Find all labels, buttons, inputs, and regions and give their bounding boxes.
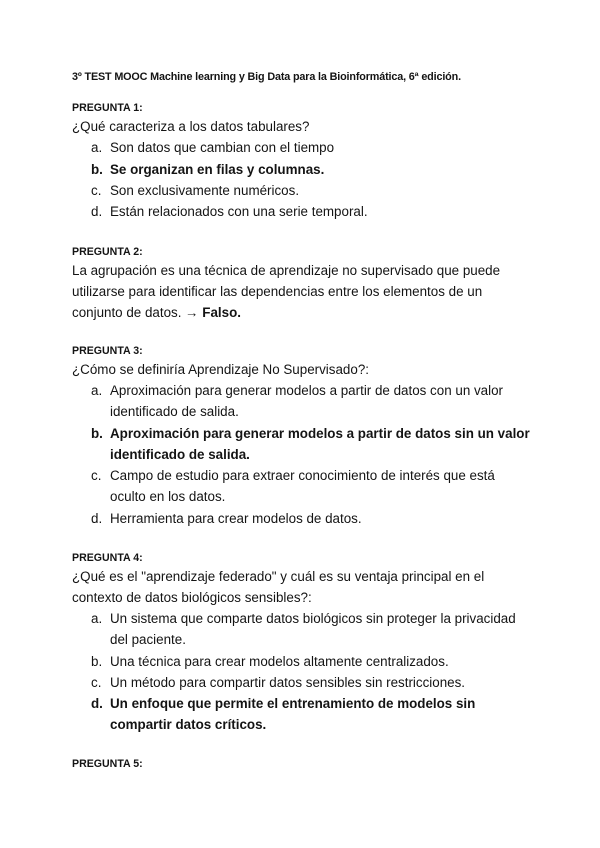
option-letter: d.: [91, 511, 103, 526]
question-1-option-d: [91, 201, 368, 222]
question-4-text-line-2: contexto de datos biológicos sensibles?:: [72, 590, 312, 605]
option-letter: b.: [91, 426, 103, 441]
option-text-continued: identificado de salida.: [110, 447, 250, 462]
question-1-option-a: [91, 137, 334, 158]
question-1-option-c: [91, 180, 299, 201]
option-text-continued: identificado de salida.: [110, 404, 239, 419]
option-text: Aproximación para generar modelos a partir de datos con un valor: [110, 383, 504, 398]
option-text: Una técnica para crear modelos altamente centralizados.: [110, 654, 449, 669]
question-2-text-line-2: utilizarse para identificar las dependencias entre los elementos de un: [72, 284, 483, 299]
option-letter: b.: [91, 162, 103, 177]
question-3-text: ¿Cómo se definiría Aprendizaje No Supervisado?:: [72, 362, 369, 377]
question-3-label: PREGUNTA 3:: [72, 345, 143, 357]
question-1-text: ¿Qué caracteriza a los datos tabulares?: [72, 119, 310, 134]
option-letter: c.: [91, 468, 102, 483]
question-4-option-d-correct: [91, 693, 475, 735]
question-1-label: PREGUNTA 1:: [72, 102, 143, 114]
option-text: Son exclusivamente numéricos.: [110, 183, 300, 198]
option-text: Un método para compartir datos sensibles sin restricciones.: [110, 675, 466, 690]
option-letter: a.: [91, 140, 103, 155]
question-4-text-line-1: ¿Qué es el "aprendizaje federado" y cuál es su ventaja principal en el: [72, 569, 485, 584]
document-title: 3º TEST MOOC Machine learning y Big Data para la Bioinformática, 6ª edición.: [72, 71, 461, 83]
option-letter: c.: [91, 675, 102, 690]
option-text: Se organizan en filas y columnas.: [110, 162, 325, 177]
question-2-answer: Falso.: [202, 305, 241, 320]
option-letter: d.: [91, 696, 103, 711]
option-text-continued: del paciente.: [110, 632, 186, 647]
question-4-option-b: [91, 651, 449, 672]
question-1-option-b-correct: [91, 159, 324, 180]
question-2-text-line-3: [72, 302, 241, 323]
option-text: Aproximación para generar modelos a partir de datos sin un valor: [110, 426, 530, 441]
question-3-option-a: [91, 380, 503, 422]
option-text: Son datos que cambian con el tiempo: [110, 140, 335, 155]
question-4-option-c: [91, 672, 465, 693]
option-text-continued: oculto en los datos.: [110, 489, 226, 504]
option-text: Herramienta para crear modelos de datos.: [110, 511, 362, 526]
question-5-label: PREGUNTA 5:: [72, 758, 143, 770]
option-letter: b.: [91, 654, 103, 669]
option-text-continued: compartir datos críticos.: [110, 717, 267, 732]
question-4-option-a: [91, 608, 516, 650]
question-4-label: PREGUNTA 4:: [72, 552, 143, 564]
question-2-text-line-1: La agrupación es una técnica de aprendizaje no supervisado que puede: [72, 263, 501, 278]
option-text: Están relacionados con una serie temporal.: [110, 204, 368, 219]
option-text: Un enfoque que permite el entrenamiento de modelos sin: [110, 696, 476, 711]
option-letter: d.: [91, 204, 103, 219]
question-2-label: PREGUNTA 2:: [72, 246, 143, 258]
question-3-option-d: [91, 508, 362, 529]
question-3-option-c: [91, 465, 495, 507]
option-letter: c.: [91, 183, 102, 198]
option-letter: a.: [91, 383, 103, 398]
option-text: Un sistema que comparte datos biológicos sin proteger la privacidad: [110, 611, 516, 626]
option-text: Campo de estudio para extraer conocimiento de interés que está: [110, 468, 495, 483]
question-2-text-end: conjunto de datos. →: [72, 305, 199, 320]
question-3-option-b-correct: [91, 423, 530, 465]
option-letter: a.: [91, 611, 103, 626]
